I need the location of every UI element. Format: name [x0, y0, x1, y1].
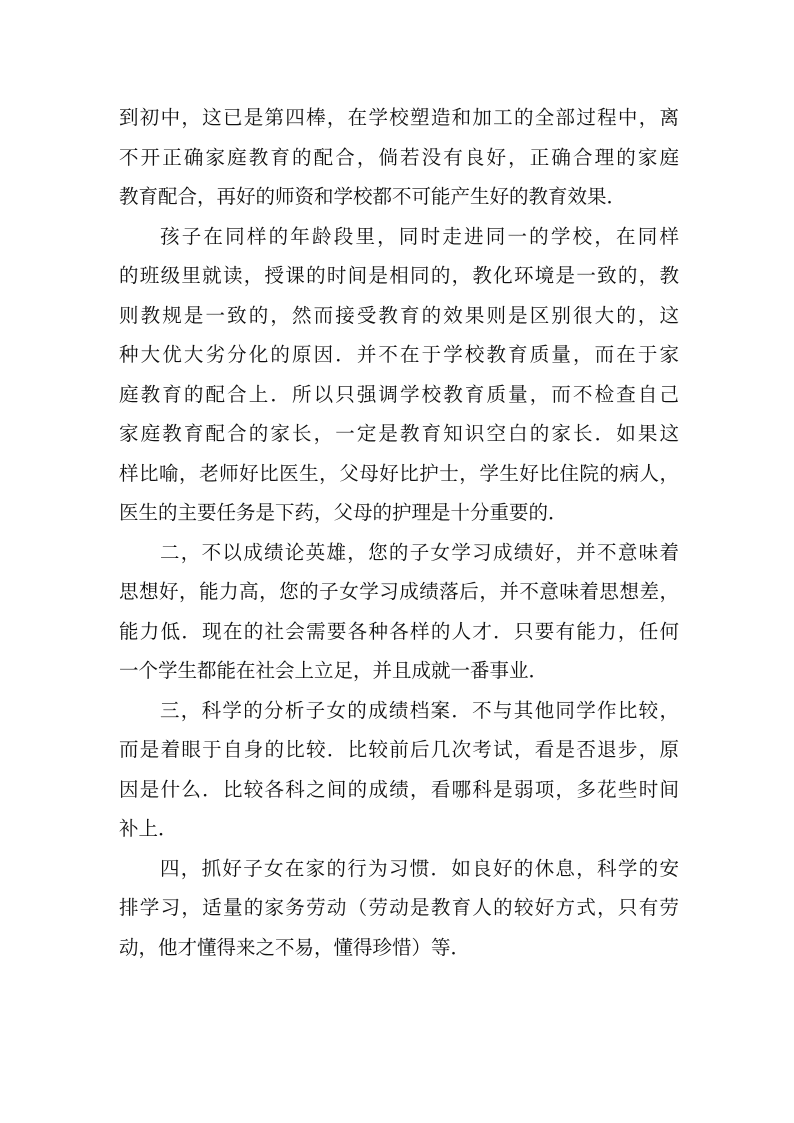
- text-line: 的班级里就读，授课的时间是相同的，教化环境是一致的，教: [119, 264, 679, 287]
- paragraph-1: [119, 98, 679, 217]
- body-text: [119, 98, 679, 967]
- text-line: 三，科学的分析子女的成绩档案．不与其他同学作比较，: [160, 698, 679, 722]
- text-line: 庭教育的配合上．所以只强调学校教育质量，而不检查自己: [119, 382, 679, 406]
- text-line: 二，不以成绩论英雄，您的子女学习成绩好，并不意味着: [160, 540, 679, 564]
- text-line: 到初中，这已是第四棒，在学校塑造和加工的全部过程中，离: [119, 106, 679, 129]
- text-line: 教育配合，再好的师资和学校都不可能产生好的教育效果．: [119, 185, 627, 208]
- text-line: 思想好，能力高，您的子女学习成绩落后，并不意味着思想差，: [119, 580, 679, 603]
- paragraph-3: [119, 533, 679, 691]
- text-line: 因是什么．比较各科之间的成绩，看哪科是弱项，多花些时间: [119, 777, 679, 801]
- paragraph-5: [119, 849, 679, 968]
- text-line: 孩子在同样的年龄段里，同时走进同一的学校，在同样: [160, 224, 679, 248]
- text-line: 排学习，适量的家务劳动（劳动是教育人的较好方式，只有劳: [119, 896, 679, 919]
- text-line: 不开正确家庭教育的配合，倘若没有良好，正确合理的家庭: [119, 145, 679, 169]
- text-line: 种大优大劣分化的原因．并不在于学校教育质量，而在于家: [119, 343, 679, 366]
- text-line: 而是着眼于自身的比较．比较前后几次考试，看是否退步，原: [119, 738, 679, 761]
- paragraph-4: [119, 691, 679, 849]
- text-line: 补上．: [119, 817, 178, 840]
- text-line: 样比喻，老师好比医生，父母好比护士，学生好比住院的病人，: [119, 461, 679, 485]
- text-line: 医生的主要任务是下药，父母的护理是十分重要的．: [119, 501, 568, 524]
- text-line: 能力低．现在的社会需要各种各样的人才．只要有能力，任何: [119, 619, 679, 643]
- text-line: 四，抓好子女在家的行为习惯．如良好的休息，科学的安: [160, 856, 679, 880]
- text-line: 家庭教育配合的家长，一定是教育知识空白的家长．如果这: [119, 422, 679, 445]
- text-line: 则教规是一致的，然而接受教育的效果则是区别很大的，这: [119, 303, 679, 327]
- paragraph-2: [119, 217, 679, 533]
- text-line: 动，他才懂得来之不易，懂得珍惜）等．: [119, 935, 471, 959]
- text-line: 一个学生都能在社会上立足，并且成就一番事业．: [119, 659, 549, 682]
